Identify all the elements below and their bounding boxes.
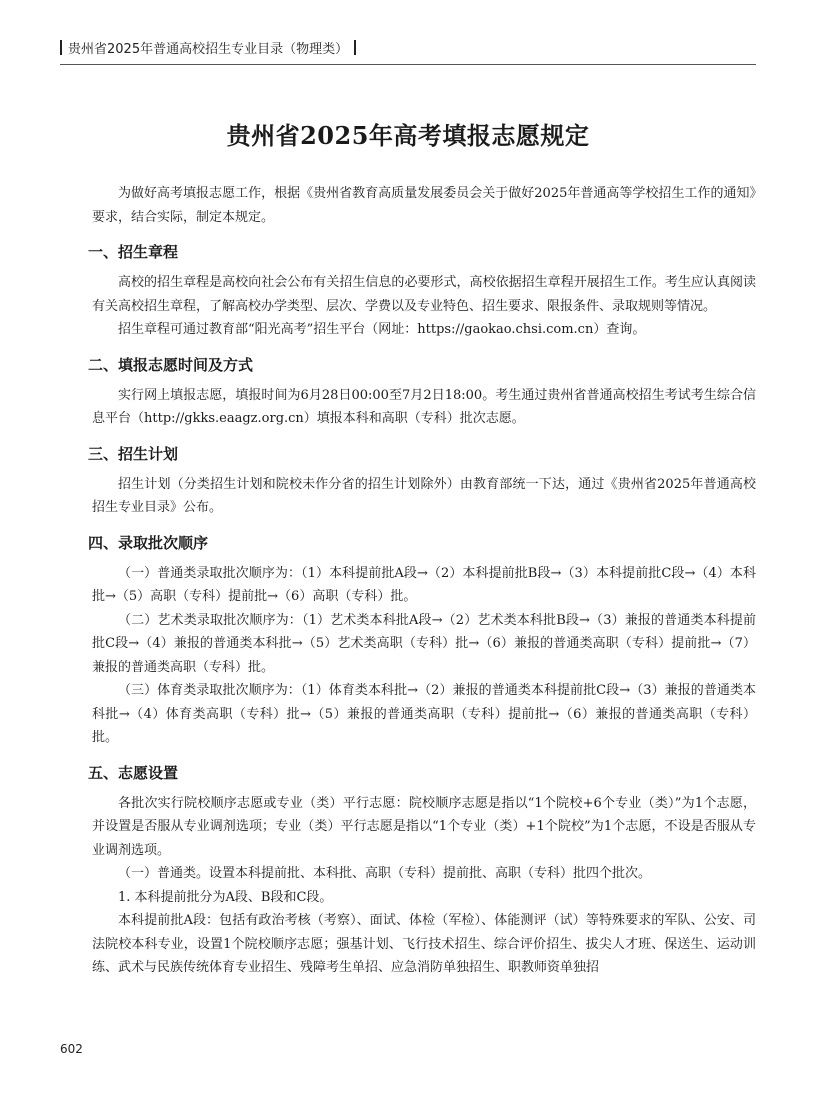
- section-heading-2: 二、填报志愿时间及方式: [88, 355, 254, 374]
- section-5-paragraph-1: 各批次实行院校顺序志愿或专业（类）平行志愿：院校顺序志愿是指以“1个院校+6个专业（类）”为1个志愿，并设置是否服从专业调剂选项；专业（类）平行志愿是指以“1个专业（类）+1个院校”为1个志愿，不设是否服从专业调剂选项。: [92, 795, 756, 858]
- section-heading-5: 五、志愿设置: [88, 763, 179, 782]
- running-header: [60, 38, 356, 57]
- page-title: 贵州省2025年高考填报志愿规定: [226, 121, 590, 150]
- section-1-paragraph-2: 招生章程可通过教育部“阳光高考”招生平台（网址：https://gaokao.chsi.com.cn）查询。: [118, 322, 646, 337]
- running-title: 贵州省2025年普通高校招生专业目录（物理类）: [68, 42, 349, 57]
- page-number: 602: [60, 1042, 83, 1056]
- section-5-paragraph-2: （一）普通类。设置本科提前批、本科批、高职（专科）提前批、高职（专科）批四个批次。: [118, 866, 652, 881]
- header-bar-left: [60, 40, 62, 55]
- header-rule: [60, 64, 756, 65]
- section-2-paragraph-1: 实行网上填报志愿，填报时间为6月28日00:00至7月2日18:00。考生通过贵州省普通高校招生考试考生综合信息平台（http://gkks.eaagz.org.cn）填报本科和高职（专科）批次志愿。: [92, 387, 756, 426]
- section-3-paragraph-1: 招生计划（分类招生计划和院校未作分省的招生计划除外）由教育部统一下达，通过《贵州省2025年普通高校招生专业目录》公布。: [92, 476, 756, 515]
- section-4-paragraph-3: （三）体育类录取批次顺序为：（1）体育类本科批→（2）兼报的普通类本科提前批C段→（3）兼报的普通类本科批→（4）体育类高职（专科）批→（5）兼报的普通类高职（专科）提前批→（6）兼报的普通类高职（专科）批。: [92, 683, 756, 745]
- section-5-paragraph-4: 本科提前批A段：包括有政治考核（考察）、面试、体检（军检）、体能测评（试）等特殊要求的军队、公安、司法院校本科专业，设置1个院校顺序志愿；强基计划、飞行技术招生、综合评价招生、拔尖人才班、保送生、运动训练、武术与民族传统体育专业招生、残障考生单招、应急消防单独招生、职教师资单独招: [92, 913, 756, 975]
- section-5-paragraph-3: 1. 本科提前批分为A段、B段和C段。: [118, 889, 333, 905]
- section-4-paragraph-1: （一）普通类录取批次顺序为：（1）本科提前批A段→（2）本科提前批B段→（3）本科提前批C段→（4）本科批→（5）高职（专科）提前批→（6）高职（专科）批。: [92, 565, 756, 604]
- header-bar-right: [354, 40, 356, 55]
- document-body: [88, 182, 756, 980]
- section-1-paragraph-1: 高校的招生章程是高校向社会公布有关招生信息的必要形式，高校依据招生章程开展招生工作。考生应认真阅读有关高校招生章程，了解高校办学类型、层次、学费以及专业特色、招生要求、限报条件、录取规则等情况。: [92, 275, 756, 314]
- section-heading-1: 一、招生章程: [88, 243, 179, 261]
- section-heading-3: 三、招生计划: [88, 444, 179, 463]
- section-heading-4: 四、录取批次顺序: [88, 533, 209, 552]
- intro-paragraph: 为做好高考填报志愿工作，根据《贵州省教育高质量发展委员会关于做好2025年普通高等学校招生工作的通知》要求，结合实际，制定本规定。: [92, 186, 756, 225]
- section-4-paragraph-2: （二）艺术类录取批次顺序为：（1）艺术类本科批A段→（2）艺术类本科批B段→（3）兼报的普通类本科提前批C段→（4）兼报的普通类本科批→（5）艺术类高职（专科）批→（6）兼报的普通类高职（专科）提前批→（7）兼报的普通类高职（专科）批。: [92, 612, 756, 675]
